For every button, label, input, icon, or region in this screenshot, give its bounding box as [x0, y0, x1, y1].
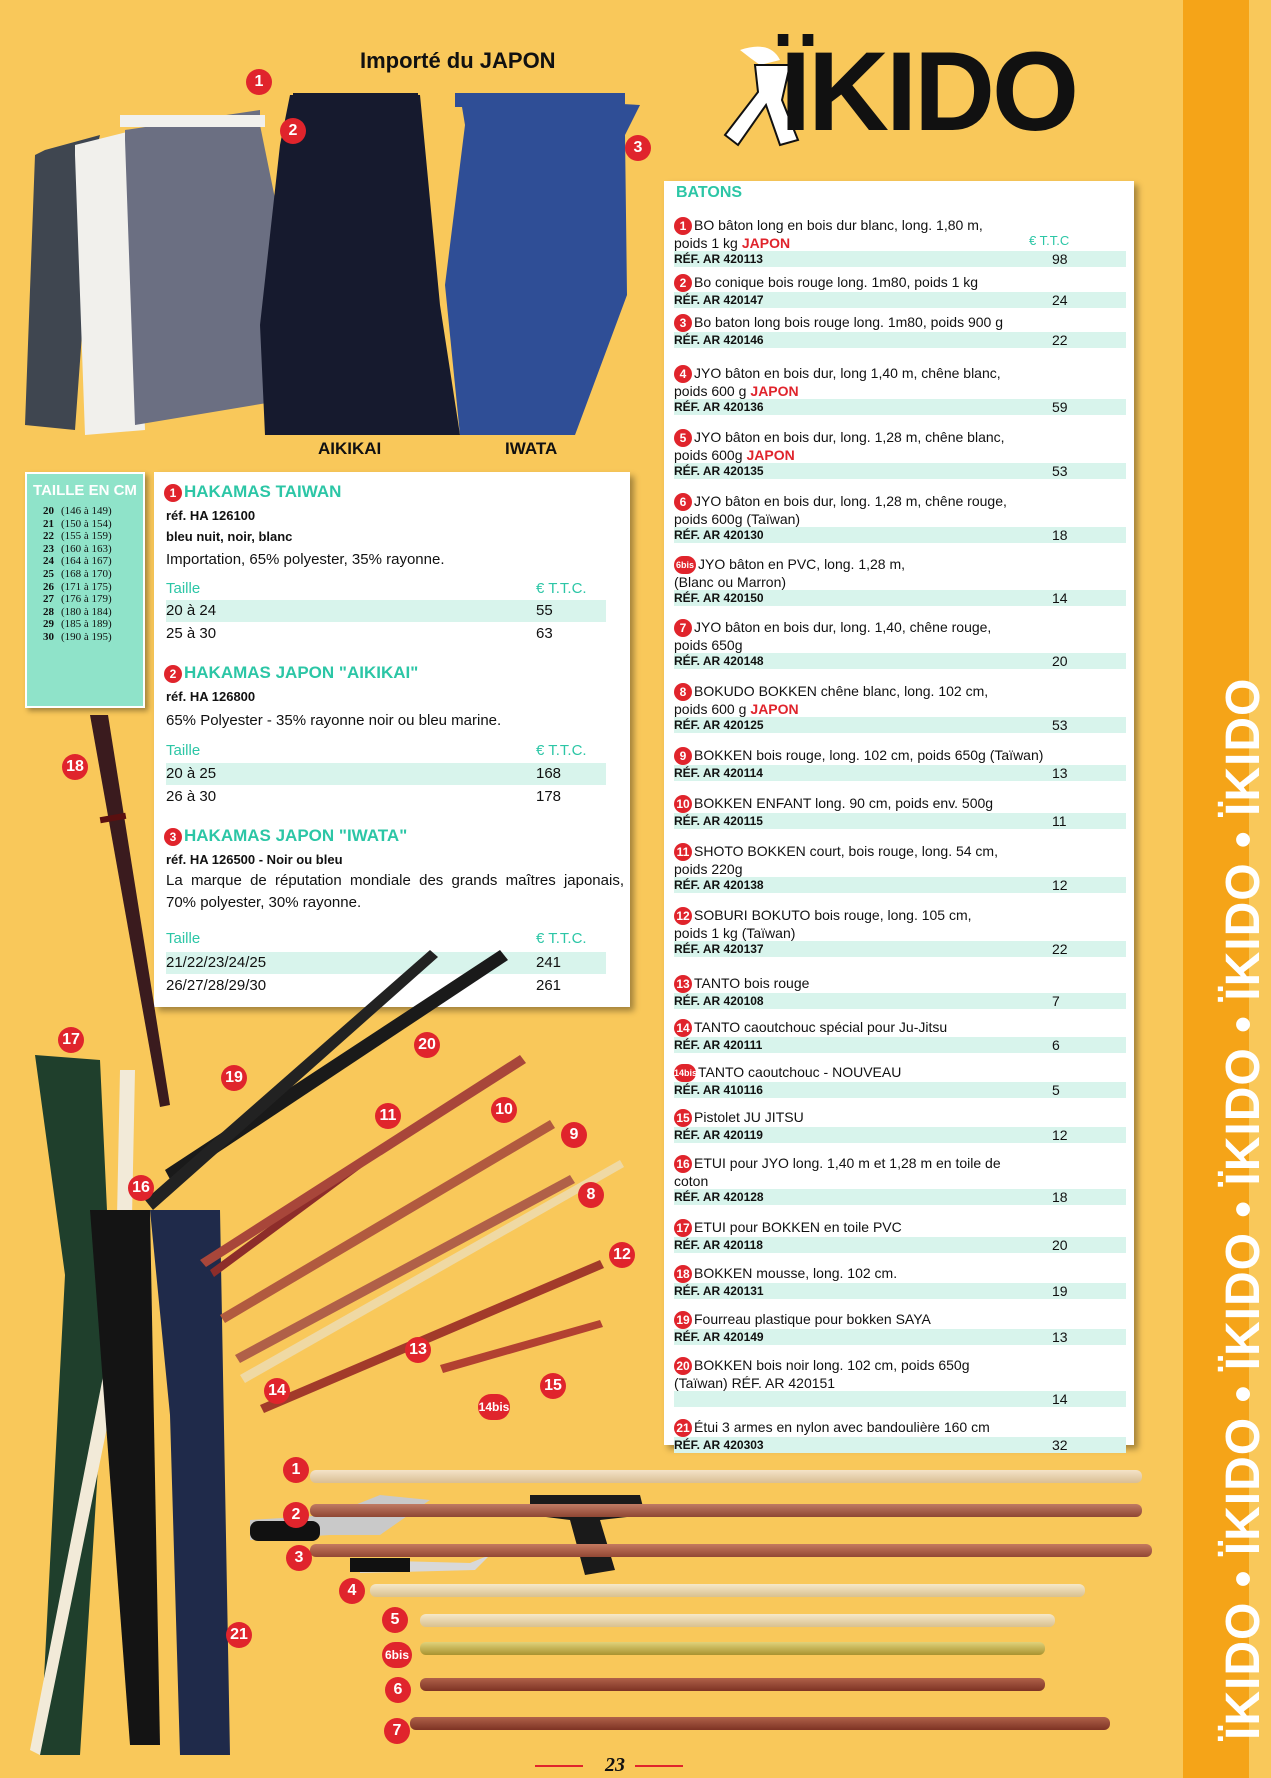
- baton-ref-row: [674, 590, 1126, 606]
- stick-3: [310, 1544, 1152, 1557]
- baton-desc: [674, 429, 1126, 447]
- baton-price: 53: [1052, 717, 1068, 734]
- table-row: 25 à 30 63: [166, 625, 553, 642]
- baton-desc-line: JYO bâton en bois dur, long. 1,40, chêne rouge,: [694, 619, 992, 635]
- marker-14bis: 14bis: [478, 1394, 510, 1420]
- size-row: 23 (160 à 163): [43, 542, 112, 555]
- baton-desc-line2: poids 220g: [674, 861, 743, 878]
- baton-ref-row: [674, 1329, 1126, 1345]
- hakama-2-title: 2 HAKAMAS JAPON "AIKIKAI": [164, 663, 418, 683]
- baton-ref-row: [674, 941, 1126, 957]
- origin-label: JAPON: [746, 447, 795, 464]
- baton-item: [674, 1064, 1126, 1098]
- baton-number: 20: [674, 1357, 692, 1375]
- baton-number: 1: [674, 217, 692, 235]
- baton-desc: [674, 493, 1126, 511]
- stick-marker-5: 5: [382, 1607, 408, 1633]
- baton-ref: RÉF. AR 410116: [674, 1083, 763, 1098]
- baton-desc: [674, 365, 1126, 383]
- baton-price: 5: [1052, 1082, 1060, 1099]
- baton-number: 9: [674, 747, 692, 765]
- baton-ref: RÉF. AR 420136: [674, 400, 764, 415]
- baton-desc: [674, 843, 1126, 861]
- baton-number: 6bis: [674, 556, 696, 574]
- marker-15: 15: [540, 1373, 566, 1399]
- size-row: 20 (146 à 149): [43, 505, 112, 517]
- stick-5: [420, 1614, 1055, 1627]
- baton-desc: [674, 1064, 1126, 1082]
- size-row: 24 (164 à 167): [43, 555, 112, 568]
- baton-item: [674, 683, 1126, 733]
- batons-price-heading: € T.T.C: [1029, 233, 1070, 248]
- marker-10: 10: [491, 1097, 517, 1123]
- baton-number: 2: [674, 274, 692, 292]
- baton-desc-line: JYO bâton en bois dur, long. 1,28 m, chêne rouge,: [694, 493, 1007, 509]
- baton-ref: RÉF. AR 420108: [674, 994, 764, 1009]
- baton-ref: RÉF. AR 420303: [674, 1438, 764, 1453]
- baton-desc-line: TANTO bois rouge: [694, 975, 810, 991]
- baton-price: 12: [1052, 877, 1068, 894]
- baton-desc-line: Étui 3 armes en nylon avec bandoulière 160 cm: [694, 1419, 990, 1435]
- size-row: 28 (180 à 184): [43, 605, 112, 618]
- stick-marker-6: 6: [385, 1677, 411, 1703]
- baton-desc: [674, 619, 1126, 637]
- baton-price: 7: [1052, 993, 1060, 1010]
- marker-3: 3: [625, 135, 651, 161]
- baton-desc-line: JYO bâton en bois dur, long 1,40 m, chêne blanc,: [694, 365, 1001, 381]
- baton-ref: RÉF. AR 420118: [674, 1238, 763, 1253]
- baton-item: [674, 274, 1126, 308]
- baton-number: 8: [674, 683, 692, 701]
- marker-20: 20: [414, 1032, 440, 1058]
- size-row: 26 (171 à 175): [43, 580, 112, 593]
- baton-desc: [674, 1019, 1126, 1037]
- baton-number: 21: [674, 1419, 692, 1437]
- stick-marker-4: 4: [339, 1578, 365, 1604]
- baton-ref-row: [674, 332, 1126, 348]
- baton-desc: [674, 217, 1126, 235]
- baton-desc: [674, 1155, 1126, 1173]
- baton-item: [674, 1109, 1126, 1143]
- baton-ref: RÉF. AR 420150: [674, 591, 764, 606]
- baton-desc: [674, 975, 1126, 993]
- baton-item: [674, 556, 1126, 606]
- baton-ref: RÉF. AR 420119: [674, 1128, 763, 1143]
- hakama-photos: [15, 95, 615, 435]
- baton-desc-line2: poids 600g (Taïwan): [674, 511, 801, 528]
- baton-item: [674, 1155, 1126, 1205]
- baton-desc-line: Pistolet JU JITSU: [694, 1109, 804, 1125]
- baton-ref: RÉF. AR 420125: [674, 718, 764, 733]
- stick-7: [410, 1717, 1110, 1730]
- weapons-photo: [20, 715, 670, 1765]
- baton-price: 22: [1052, 941, 1068, 958]
- hakama-2-desc: 65% Polyester - 35% rayonne noir ou bleu marine.: [166, 712, 502, 729]
- batons-panel: [664, 181, 1134, 1454]
- baton-desc-line: ETUI pour BOKKEN en toile PVC: [694, 1219, 902, 1235]
- baton-desc: [674, 683, 1126, 701]
- baton-price: 98: [1052, 251, 1068, 268]
- hakama-1-title: 1 HAKAMAS TAIWAN: [164, 482, 341, 502]
- side-band-text: ÏKIDO • ÏKIDO • ÏKIDO • ÏKIDO • ÏKIDO • ÏKIDO: [1217, 677, 1270, 1740]
- marker-12: 12: [609, 1242, 635, 1268]
- size-row: 30 (190 à 195): [43, 630, 112, 643]
- origin-label: JAPON: [750, 701, 799, 718]
- baton-desc-line: BOKKEN bois noir long. 102 cm, poids 650g: [694, 1357, 970, 1373]
- table-row: 26 à 30 178: [166, 788, 562, 805]
- baton-number: 17: [674, 1219, 692, 1237]
- baton-ref-row: [674, 877, 1126, 893]
- baton-ref-row: [674, 765, 1126, 781]
- baton-number: 10: [674, 795, 692, 813]
- baton-number: 4: [674, 365, 692, 383]
- baton-desc-line: BO bâton long en bois dur blanc, long. 1,80 m,: [694, 217, 983, 233]
- stick-1: [310, 1470, 1142, 1483]
- page-number-rule-left: [535, 1765, 583, 1767]
- baton-ref-row: [674, 399, 1126, 415]
- baton-price: 14: [1052, 1391, 1068, 1408]
- baton-number: 18: [674, 1265, 692, 1283]
- baton-price: 18: [1052, 527, 1068, 544]
- baton-item: [674, 619, 1126, 669]
- baton-ref: RÉF. AR 420149: [674, 1330, 764, 1345]
- baton-desc: [674, 747, 1126, 765]
- hakama-3-table-head: Taille € T.T.C.: [166, 930, 587, 947]
- baton-ref: RÉF. AR 420114: [674, 766, 763, 781]
- baton-price: 6: [1052, 1037, 1060, 1054]
- stick-marker-2: 2: [283, 1502, 309, 1528]
- baton-desc: [674, 1419, 1126, 1437]
- baton-number: 3: [674, 314, 692, 332]
- marker-14: 14: [264, 1378, 290, 1404]
- baton-desc: [674, 556, 1126, 574]
- baton-desc-line: SHOTO BOKKEN court, bois rouge, long. 54 cm,: [694, 843, 998, 859]
- baton-ref: RÉF. AR 420138: [674, 878, 764, 893]
- baton-item: [674, 1019, 1126, 1053]
- baton-price: 20: [1052, 1237, 1068, 1254]
- baton-item: [674, 429, 1126, 479]
- baton-desc-line: BOKKEN ENFANT long. 90 cm, poids env. 500g: [694, 795, 994, 811]
- baton-item: [674, 1265, 1126, 1299]
- stick-2: [310, 1504, 1142, 1517]
- baton-price: 24: [1052, 292, 1068, 309]
- marker-13: 13: [405, 1337, 431, 1363]
- baton-item: [674, 747, 1126, 781]
- stick-marker-7: 7: [384, 1718, 410, 1744]
- origin-label: JAPON: [741, 235, 791, 252]
- baton-ref-row: [674, 993, 1126, 1009]
- baton-ref: RÉF. AR 420147: [674, 293, 764, 308]
- baton-desc-line2: poids 1 kg JAPON: [674, 235, 791, 252]
- baton-price: 32: [1052, 1437, 1068, 1454]
- batons-title: BATONS: [676, 184, 743, 201]
- imported-label: Importé du JAPON: [360, 48, 556, 73]
- hakama-3-title: 3 HAKAMAS JAPON "IWATA": [164, 826, 407, 846]
- baton-ref: RÉF. AR 420148: [674, 654, 764, 669]
- baton-desc: [674, 274, 1126, 292]
- marker-18: 18: [62, 754, 88, 780]
- page-number-rule-right: [635, 1765, 683, 1767]
- baton-item: [674, 795, 1126, 829]
- size-table: [25, 472, 145, 708]
- baton-desc-line: Bo baton long bois rouge long. 1m80, poids 900 g: [694, 314, 1004, 330]
- baton-desc-line2: poids 600g JAPON: [674, 447, 795, 464]
- baton-ref: RÉF. AR 420131: [674, 1284, 764, 1299]
- baton-desc: [674, 1265, 1126, 1283]
- caption-iwata: IWATA: [505, 439, 558, 458]
- baton-desc-line: SOBURI BOKUTO bois rouge, long. 105 cm,: [694, 907, 972, 923]
- baton-number: 16: [674, 1155, 692, 1173]
- baton-desc: [674, 1219, 1126, 1237]
- baton-desc-line2: (Blanc ou Marron): [674, 574, 787, 591]
- baton-ref-row: [674, 1437, 1126, 1453]
- baton-price: 20: [1052, 653, 1068, 670]
- table-row: 20 à 25 168: [166, 763, 606, 785]
- baton-desc-line2: coton: [674, 1173, 709, 1190]
- baton-ref-row: [674, 653, 1126, 669]
- marker-17: 17: [58, 1027, 84, 1053]
- marker-11: 11: [375, 1103, 401, 1129]
- baton-price: 14: [1052, 590, 1068, 607]
- baton-price: 18: [1052, 1189, 1068, 1206]
- baton-ref-row: [674, 292, 1126, 308]
- stick-marker-3: 3: [286, 1545, 312, 1571]
- origin-label: JAPON: [750, 383, 799, 400]
- baton-desc: [674, 1109, 1126, 1127]
- baton-price: 53: [1052, 463, 1068, 480]
- baton-desc-line: Fourreau plastique pour bokken SAYA: [694, 1311, 931, 1327]
- baton-ref: RÉF. AR 420115: [674, 814, 763, 829]
- baton-number: 7: [674, 619, 692, 637]
- baton-desc-line2: poids 600 g JAPON: [674, 701, 799, 718]
- baton-ref-row: [674, 1127, 1126, 1143]
- baton-item: [674, 843, 1126, 893]
- baton-desc-line2: poids 650g: [674, 637, 743, 654]
- baton-desc: [674, 314, 1126, 332]
- baton-price: 13: [1052, 1329, 1068, 1346]
- marker-2: 2: [280, 118, 306, 144]
- hakama-3-ref: réf. HA 126500 - Noir ou bleu: [166, 852, 343, 867]
- baton-ref-row: [674, 813, 1126, 829]
- baton-ref-row: [674, 1237, 1126, 1253]
- baton-ref: RÉF. AR 420130: [674, 528, 764, 543]
- size-row: 29 (185 à 189): [43, 618, 112, 631]
- baton-item: [674, 1311, 1126, 1345]
- baton-price: 19: [1052, 1283, 1068, 1300]
- size-row: 21 (150 à 154): [43, 517, 112, 530]
- marker-16: 16: [128, 1175, 154, 1201]
- hakama-1-colors: bleu nuit, noir, blanc: [166, 529, 293, 544]
- hakama-1-table-head: Taille € T.T.C.: [166, 580, 587, 597]
- page-number: 23: [605, 1754, 625, 1776]
- baton-desc-line: BOKUDO BOKKEN chêne blanc, long. 102 cm,: [694, 683, 989, 699]
- baton-number: 5: [674, 429, 692, 447]
- baton-item: [674, 1357, 1126, 1407]
- marker-9: 9: [561, 1122, 587, 1148]
- baton-price: 12: [1052, 1127, 1068, 1144]
- stick-6bis: [420, 1642, 1045, 1655]
- baton-desc: [674, 1357, 1126, 1375]
- baton-ref-row: [674, 1082, 1126, 1098]
- hakama-3-desc: La marque de réputation mondiale des grands maîtres japonais, 70% polyester, 30% rayonne.: [166, 872, 624, 911]
- baton-ref-row: [674, 1037, 1126, 1053]
- baton-desc-line: BOKKEN mousse, long. 102 cm.: [694, 1265, 898, 1281]
- baton-desc-line: TANTO caoutchouc - NOUVEAU: [698, 1064, 902, 1080]
- marker-21: 21: [226, 1622, 252, 1648]
- hakama-1-ref: réf. HA 126100: [166, 508, 256, 523]
- baton-price: 59: [1052, 399, 1068, 416]
- caption-aikikai: AIKIKAI: [318, 439, 382, 458]
- baton-number: 13: [674, 975, 692, 993]
- baton-desc-line2: poids 1 kg (Taïwan): [674, 925, 796, 942]
- table-row: 21/22/23/24/25 241: [166, 952, 606, 974]
- baton-ref: RÉF. AR 420137: [674, 942, 764, 957]
- baton-ref: RÉF. AR 420113: [674, 252, 763, 267]
- baton-number: 12: [674, 907, 692, 925]
- baton-number: 19: [674, 1311, 692, 1329]
- size-row: 27 (176 à 179): [43, 593, 112, 606]
- hakama-2-ref: réf. HA 126800: [166, 689, 256, 704]
- baton-number: 14: [674, 1019, 692, 1037]
- baton-number: 6: [674, 493, 692, 511]
- baton-desc-line: JYO bâton en PVC, long. 1,28 m,: [698, 556, 906, 572]
- baton-desc: [674, 795, 1126, 813]
- baton-item: [674, 907, 1126, 957]
- marker-8: 8: [578, 1182, 604, 1208]
- marker-19: 19: [221, 1065, 247, 1091]
- baton-ref-row: [674, 1189, 1126, 1205]
- baton-ref-row: [674, 1391, 1126, 1407]
- baton-number: 11: [674, 843, 692, 861]
- baton-ref: RÉF. AR 420128: [674, 1190, 764, 1205]
- brand-title: ÏKIDO: [780, 29, 1077, 154]
- baton-item: [674, 493, 1126, 543]
- baton-number: 15: [674, 1109, 692, 1127]
- baton-desc: [674, 1311, 1126, 1329]
- hakama-2-table-head: Taille € T.T.C.: [166, 742, 587, 759]
- size-row: 22 (155 à 159): [43, 530, 112, 543]
- baton-ref: RÉF. AR 420111: [674, 1038, 763, 1053]
- baton-price: 13: [1052, 765, 1068, 782]
- baton-price: 22: [1052, 332, 1068, 349]
- baton-desc-line: JYO bâton en bois dur, long. 1,28 m, chêne blanc,: [694, 429, 1005, 445]
- baton-item: [674, 365, 1126, 415]
- baton-ref: RÉF. AR 420135: [674, 464, 764, 479]
- table-row: 26/27/28/29/30 261: [166, 977, 562, 994]
- baton-ref-row: [674, 463, 1126, 479]
- stick-6: [420, 1678, 1045, 1691]
- baton-desc-line: TANTO caoutchouc spécial pour Ju-Jitsu: [694, 1019, 948, 1035]
- baton-ref-row: [674, 717, 1126, 733]
- baton-item: [674, 1419, 1126, 1453]
- stick-4: [370, 1584, 1085, 1597]
- baton-desc-line: BOKKEN bois rouge, long. 102 cm, poids 650g (Taïwan): [694, 747, 1044, 763]
- baton-item: [674, 217, 1126, 267]
- baton-desc: [674, 907, 1126, 925]
- size-table-title: TAILLE EN CM: [33, 482, 137, 499]
- baton-desc-line: Bo conique bois rouge long. 1m80, poids 1 kg: [694, 274, 979, 290]
- hakama-1-desc: Importation, 65% polyester, 35% rayonne.: [166, 551, 445, 568]
- table-row: 20 à 24 55: [166, 600, 606, 622]
- baton-ref-row: [674, 1283, 1126, 1299]
- baton-desc-line2: (Taïwan) RÉF. AR 420151: [674, 1375, 836, 1392]
- baton-item: [674, 314, 1126, 348]
- baton-number: 14bis: [674, 1064, 696, 1082]
- size-row: 25 (168 à 170): [43, 567, 112, 580]
- baton-desc-line: ETUI pour JYO long. 1,40 m et 1,28 m en toile de: [694, 1155, 1001, 1171]
- baton-desc-line2: poids 600 g JAPON: [674, 383, 799, 400]
- baton-ref: RÉF. AR 420146: [674, 333, 764, 348]
- baton-item: [674, 1219, 1126, 1253]
- baton-ref-row: [674, 527, 1126, 543]
- marker-1: 1: [246, 69, 272, 95]
- stick-marker-6bis: 6bis: [382, 1642, 412, 1668]
- stick-marker-1: 1: [283, 1457, 309, 1483]
- baton-ref-row: [674, 251, 1126, 267]
- baton-item: [674, 975, 1126, 1009]
- baton-price: 11: [1052, 813, 1067, 830]
